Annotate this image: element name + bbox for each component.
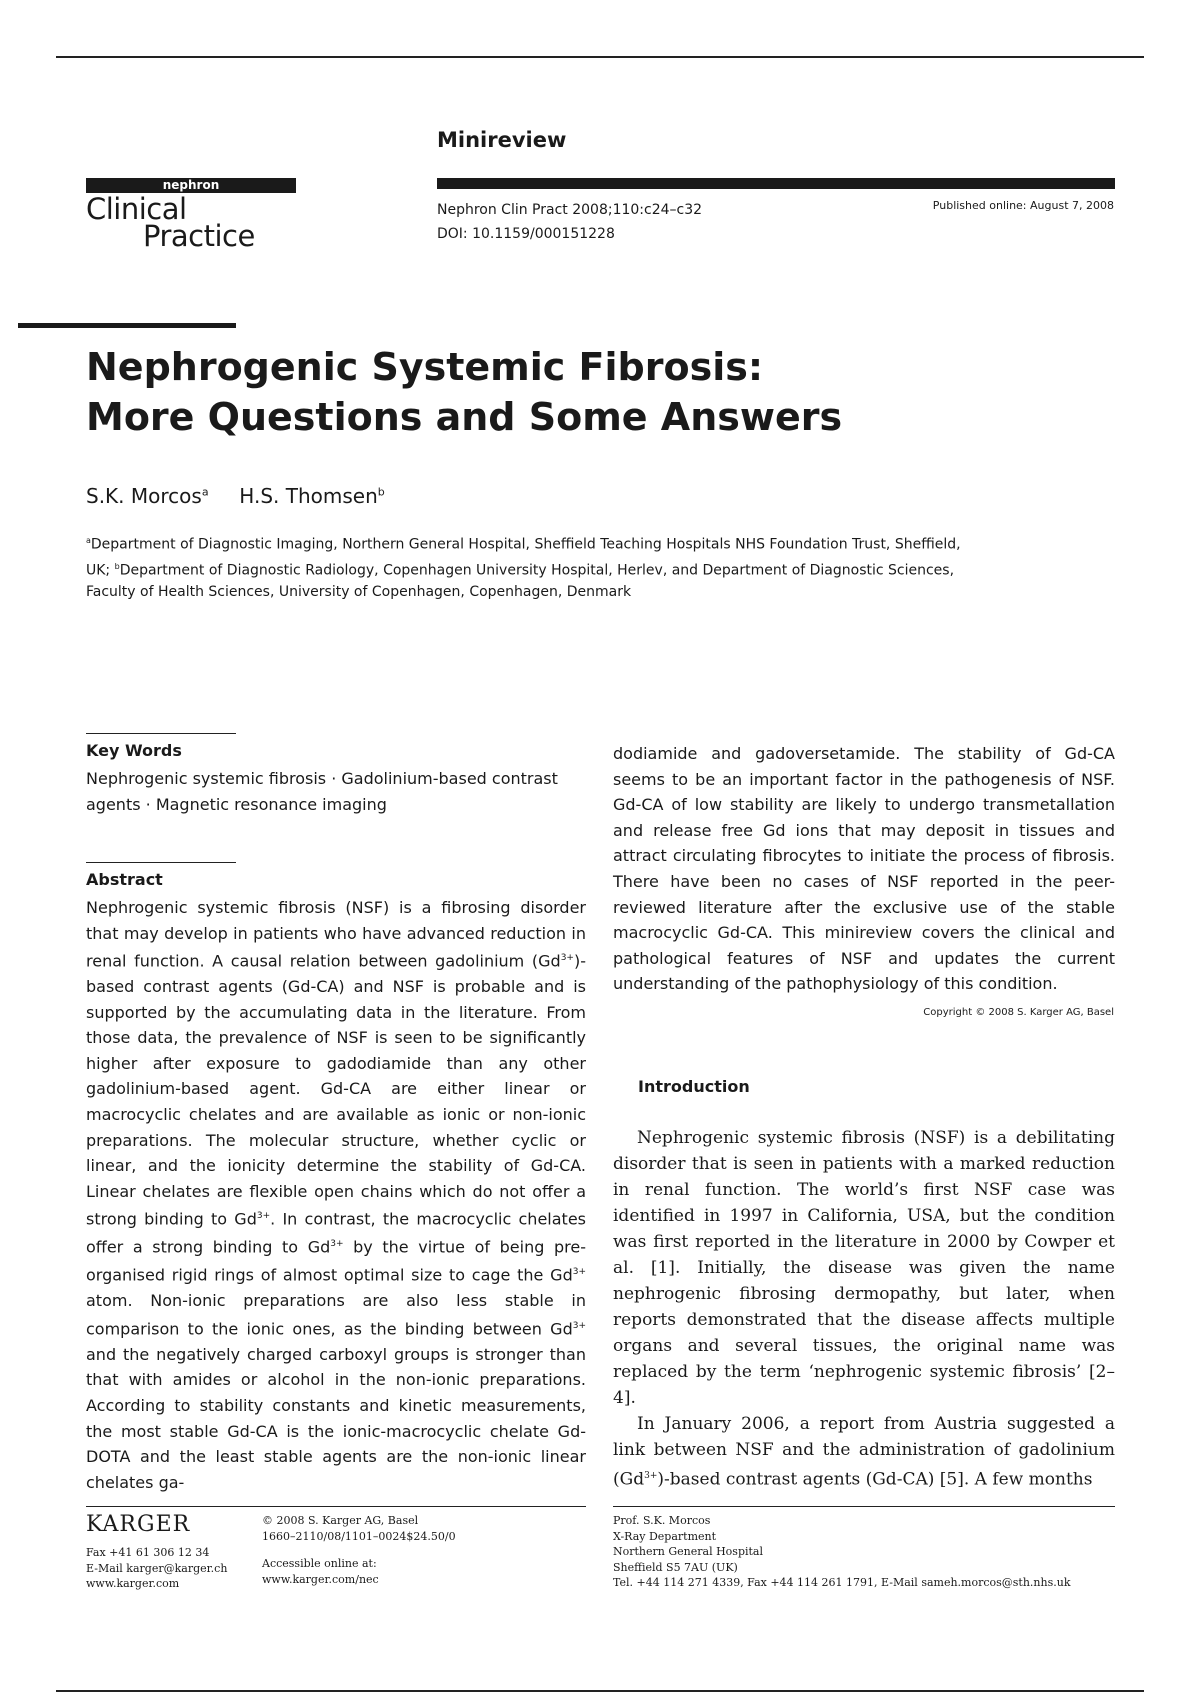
author-2-sup: b — [377, 485, 385, 499]
footer-rule-right — [613, 1506, 1115, 1507]
introduction-body — [613, 1125, 1115, 1493]
affil-a-sup: a — [86, 536, 91, 545]
citation: Nephron Clin Pract 2008;110:c24–c32 — [437, 202, 703, 218]
publisher-contact — [86, 1545, 227, 1592]
author-1: S.K. Morcos — [86, 484, 202, 508]
keywords-rule — [86, 733, 236, 734]
corresponding-author — [613, 1513, 1071, 1591]
contact-name: Prof. S.K. Morcos — [613, 1514, 711, 1527]
introduction-heading: Introduction — [638, 1077, 750, 1096]
intro-p2-sup: 3+ — [644, 1471, 658, 1481]
article-title — [86, 342, 842, 442]
keywords-text: Nephrogenic systemic fibrosis · Gadolinium-based contrast agents · Magnetic resonance imaging — [86, 769, 558, 814]
keywords-heading: Key Words — [86, 741, 182, 760]
abstract-copyright: Copyright © 2008 S. Karger AG, Basel — [923, 1007, 1114, 1018]
contact-phone-email: Tel. +44 114 271 4339, Fax +44 114 261 1791, E-Mail sameh.morcos@sth.nhs.uk — [613, 1576, 1071, 1589]
authors — [86, 484, 385, 508]
intro-p2-text-2: )-based contrast agents (Gd-CA) [5]. A few months — [657, 1469, 1093, 1490]
affil-b-sup: b — [114, 561, 120, 571]
abstract-text-6: and the negatively charged carboxyl groups is stronger than that with amides or alcohol in the non-ionic preparations. According to stability constants and kinetic measurements, the most stable Gd-CA is the ionic-macrocyclic chelate Gd-DOTA and the least stable agents are the non-ionic linear chelates ga- — [86, 1344, 586, 1492]
title-line-1: Nephrogenic Systemic Fibrosis: — [86, 345, 764, 389]
publisher-email[interactable]: E-Mail karger@karger.ch — [86, 1561, 228, 1575]
contact-city: Sheffield S5 7AU (UK) — [613, 1560, 738, 1574]
introduction-paragraph-2 — [613, 1411, 1115, 1493]
journal-logo-bar: nephron — [86, 178, 296, 193]
author-1-sup: a — [201, 485, 209, 499]
abstract-body — [86, 895, 586, 1495]
abstract-text-5: atom. Non-ionic preparations are also less stable in comparison to the ionic ones, as the binding between Gd — [86, 1291, 586, 1339]
abstract-sup-5: 3+ — [572, 1320, 586, 1331]
publisher-website[interactable]: www.karger.com — [86, 1577, 180, 1590]
intro-p2-text-1: In January 2006, a report from Austria suggested a link between NSF and the administration of gadolinium (Gd — [613, 1414, 1115, 1490]
top-rule — [56, 56, 1144, 58]
introduction-paragraph-1: Nephrogenic systemic fibrosis (NSF) is a debilitating disorder that is seen in patients with a marked reduction in renal function. The world’s first NSF case was identified in 1997 in California, USA, but the condition was first reported in the literature in 2000 by Cowper et al. [1]. Initially, the disease was given the name nephrogenic fibrosing dermopathy, but later, when reports demonstrated that the disease affects multiple organs and several tissues, the original name was replaced by the term ‘nephrogenic systemic fibrosis’ [2–4]. — [613, 1128, 1115, 1408]
title-line-2: More Questions and Some Answers — [86, 395, 843, 439]
accessible-label: Accessible online at: — [262, 1557, 377, 1570]
author-2: H.S. Thomsen — [239, 484, 378, 508]
footer-issn: 1660–2110/08/1101–0024$24.50/0 — [262, 1529, 456, 1543]
publication-info — [262, 1513, 456, 1587]
abstract-text-2: )-based contrast agents (Gd-CA) and NSF is probable and is supported by the accumulating data in the literature. From those data, the prevalence of NSF is seen to be significantly higher after exposure to gadodiamide than any other gadolinium-based agent. Gd-CA are either linear or macrocyclic chelates and are available as ionic or non-ionic preparations. The molecular structure, whether cyclic or linear, and the ionicity determine the stability of Gd-CA. Linear chelates are flexible open chains which do not offer a strong binding to Gd — [86, 951, 586, 1229]
doi: DOI: 10.1159/000151228 — [437, 226, 615, 242]
abstract-heading: Abstract — [86, 870, 163, 889]
abstract-sup-1: 3+ — [560, 953, 574, 964]
abstract-text-4: by the virtue of being pre-organised rigid rings of almost optimal size to cage the Gd — [86, 1237, 586, 1285]
journal-logo-line2: Practice — [143, 219, 255, 253]
title-accent-rule — [18, 323, 236, 328]
abstract-text-3: . In contrast, the macrocyclic chelates offer a strong binding to Gd — [86, 1209, 586, 1257]
abstract-rule — [86, 862, 236, 863]
publisher-logo: KARGER — [86, 1512, 191, 1537]
footer-copyright: © 2008 S. Karger AG, Basel — [262, 1514, 419, 1527]
abstract-text-1: Nephrogenic systemic fibrosis (NSF) is a fibrosing disorder that may develop in patients who have advanced reduction in renal function. A causal relation between gadolinium (Gd — [86, 898, 586, 971]
affiliation-b: Department of Diagnostic Radiology, Copenhagen University Hospital, Herlev, and Department of Diagnostic Sciences, Faculty of Health Sciences, University of Copenhagen, Copenhagen, Denmark — [86, 562, 955, 601]
published-date: Published online: August 7, 2008 — [932, 199, 1114, 212]
contact-department: X-Ray Department — [613, 1529, 717, 1543]
abstract-sup-4: 3+ — [572, 1267, 586, 1278]
footer-rule-left — [86, 1506, 586, 1507]
affiliations — [86, 530, 986, 603]
bottom-rule — [56, 1690, 1144, 1692]
affiliation-a: Department of Diagnostic Imaging, Northern General Hospital, Sheffield Teaching Hospitals NHS Foundation Trust, Sheffield, UK; — [86, 536, 961, 579]
journal-bar — [437, 178, 1115, 189]
contact-hospital: Northern General Hospital — [613, 1545, 763, 1558]
accessible-url-link[interactable]: www.karger.com/nec — [262, 1572, 379, 1586]
abstract-sup-2: 3+ — [256, 1211, 271, 1222]
abstract-continued: dodiamide and gadoversetamide. The stability of Gd-CA seems to be an important factor in the pathogenesis of NSF. Gd-CA of low stability are likely to undergo transmetallation and release free Gd ions that may deposit in tissues and attract circulating fibrocytes to initiate the process of fibrosis. There have been no cases of NSF reported in the peer-reviewed literature after the exclusive use of the stable macrocyclic Gd-CA. This minireview covers the clinical and pathological features of NSF and updates the current understanding of the pathophysiology of this condition. — [613, 744, 1115, 994]
journal-logo-line1: Clinical — [86, 192, 187, 226]
publisher-fax: Fax +41 61 306 12 34 — [86, 1546, 210, 1559]
abstract-sup-3: 3+ — [330, 1239, 344, 1250]
section-label: Minireview — [437, 128, 567, 152]
citation-block — [437, 198, 702, 246]
